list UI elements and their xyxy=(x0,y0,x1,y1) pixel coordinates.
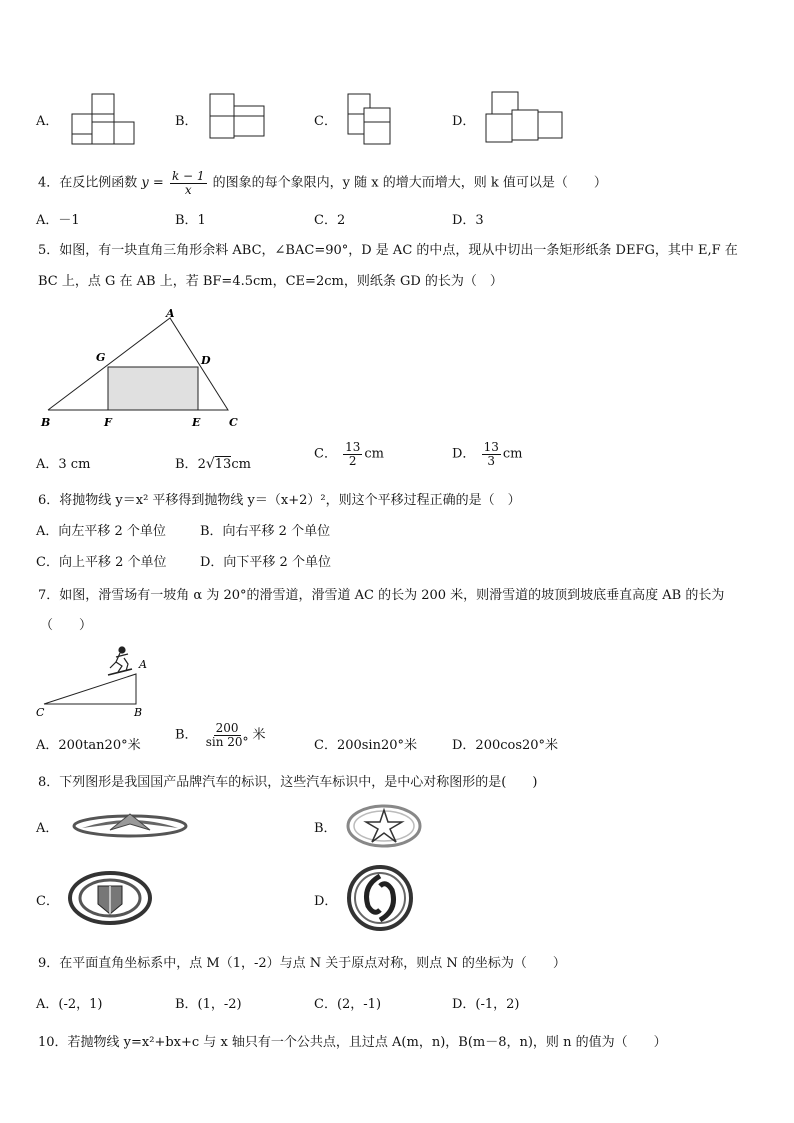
q3-figure-d xyxy=(484,90,566,148)
q7-option-b[interactable] xyxy=(175,722,266,748)
label-b: B xyxy=(41,416,51,429)
q8-option-d[interactable]: D． xyxy=(314,894,338,909)
q4-stem xyxy=(38,170,607,196)
q5-option-c-num: 13 xyxy=(345,440,361,454)
label-a: A xyxy=(166,307,175,320)
q5-option-c[interactable] xyxy=(314,441,384,467)
q8-option-c[interactable]: C． xyxy=(36,894,59,909)
q6-option-d[interactable]: D．向下平移 2 个单位 xyxy=(200,555,331,570)
label-c: C xyxy=(229,416,238,429)
q8-option-b[interactable]: B． xyxy=(314,821,337,836)
q4-fraction xyxy=(170,170,207,196)
q7-option-b-num: 200 xyxy=(215,721,239,735)
q5-triangle-figure xyxy=(38,306,248,432)
q5-stem-line1: 5．如图，有一块直角三角形余料 ABC，∠BAC=90°，D 是 AC 的中点，现从中切出一条矩形纸条 DEFG，其中 E,F 在 xyxy=(38,243,738,258)
logo-d-icon xyxy=(344,864,416,932)
q5-option-c-unit: cm xyxy=(364,446,384,462)
q3-option-a[interactable]: A． xyxy=(36,114,59,129)
label-b: B xyxy=(134,706,143,719)
q6-option-b[interactable]: B．向右平移 2 个单位 xyxy=(200,524,331,539)
q5-option-d-unit: cm xyxy=(502,446,523,462)
q5-option-c-fraction xyxy=(343,441,362,467)
q7-option-d[interactable]: D．200cos20°米 xyxy=(452,738,559,753)
q6-stem: 6．将抛物线 y＝x² 平移得到抛物线 y＝（x+2）²，则这个平移过程正确的是（ ） xyxy=(38,493,521,508)
q5-option-b-label: B． xyxy=(175,457,198,472)
q7-option-b-den: sin 20° xyxy=(205,734,249,749)
q6-option-c[interactable]: C．向上平移 2 个单位 xyxy=(36,555,167,570)
q3-figure-c xyxy=(346,92,398,148)
q8-stem: 8．下列图形是我国国产品牌汽车的标识，这些汽车标识中，是中心对称图形的是( ) xyxy=(38,775,538,790)
q4-option-d[interactable]: D．3 xyxy=(452,213,484,228)
q5-option-d-den: 3 xyxy=(487,453,496,468)
q5-option-b[interactable] xyxy=(175,453,251,472)
q9-stem: 9．在平面直角坐标系中，点 M（1，-2）与点 N 关于原点对称，则点 N 的坐标为（ ） xyxy=(38,956,566,971)
q5-option-d-label: D． xyxy=(452,446,476,462)
q5-option-a-label: A． xyxy=(36,457,59,472)
q9-option-d[interactable]: D．(-1，2) xyxy=(452,997,520,1012)
q5-option-b-unit: cm xyxy=(231,457,251,472)
q5-option-c-den: 2 xyxy=(348,453,357,468)
q4-frac-num: k − 1 xyxy=(171,169,205,183)
q6-option-a[interactable]: A．向左平移 2 个单位 xyxy=(36,524,166,539)
q3-option-d[interactable]: D． xyxy=(452,114,476,129)
q5-option-a[interactable] xyxy=(36,453,90,472)
q5-option-d[interactable] xyxy=(452,441,522,467)
slope-triangle xyxy=(44,674,136,704)
q7-option-b-label: B． xyxy=(175,727,198,743)
q4-option-a[interactable]: A．－1 xyxy=(36,213,80,228)
label-e: E xyxy=(192,416,201,429)
q9-option-a[interactable]: A．(-2，1) xyxy=(36,997,103,1012)
q5-option-a-text: 3 cm xyxy=(58,457,91,472)
label-g: G xyxy=(96,351,106,364)
q3-figure-b xyxy=(208,92,270,148)
skier-icon xyxy=(108,647,132,675)
rectangle-defg xyxy=(108,367,198,410)
q7-option-a[interactable]: A．200tan20°米 xyxy=(36,738,141,753)
q5-option-b-coef: 2 xyxy=(197,457,206,472)
logo-b-icon xyxy=(344,802,424,850)
q5-stem-line2: BC 上，点 G 在 AB 上，若 BF=4.5cm，CE=2cm，则纸条 GD 的长为（ ） xyxy=(38,274,503,289)
q3-option-b[interactable]: B． xyxy=(175,114,198,129)
q4-suffix: 的图象的每个象限内，y 随 x 的增大而增大，则 k 值可以是（ ） xyxy=(212,175,607,191)
q7-stem-line2: （ ） xyxy=(40,618,93,633)
q3-option-c[interactable]: C． xyxy=(314,114,337,129)
q4-option-b[interactable]: B．1 xyxy=(175,213,206,228)
q4-frac-den: x xyxy=(184,182,192,197)
q10-stem: 10．若抛物线 y=x²+bx+c 与 x 轴只有一个公共点，且过点 A(m，n)，B(m－8，n)，则 n 的值为（ ） xyxy=(38,1035,667,1050)
q4-func-y: y = xyxy=(141,175,164,191)
q7-option-b-unit: 米 xyxy=(252,727,266,743)
q5-option-c-label: C． xyxy=(314,446,337,462)
q7-stem-line1: 7．如图，滑雪场有一坡角 α 为 20°的滑雪道，滑雪道 AC 的长为 200 米，则滑雪道的坡顶到坡底垂直高度 AB 的长为 xyxy=(38,588,725,603)
q5-option-b-radicand: 13 xyxy=(214,457,232,472)
q9-option-c[interactable]: C．(2，-1) xyxy=(314,997,382,1012)
q4-prefix: 4．在反比例函数 xyxy=(38,175,138,191)
label-c: C xyxy=(36,706,45,719)
logo-c-icon xyxy=(66,870,154,926)
q9-option-b[interactable]: B．(1，-2) xyxy=(175,997,242,1012)
sqrt-icon: √ xyxy=(205,456,215,472)
q5-option-d-fraction xyxy=(482,441,501,467)
q8-option-a[interactable]: A． xyxy=(36,821,59,836)
label-a: A xyxy=(139,658,147,671)
q7-option-c[interactable]: C．200sin20°米 xyxy=(314,738,418,753)
q3-figure-a xyxy=(70,92,136,148)
label-d: D xyxy=(201,354,211,367)
logo-a-icon xyxy=(70,808,190,844)
q5-option-d-num: 13 xyxy=(483,440,499,454)
q7-option-b-fraction xyxy=(204,722,251,748)
q4-option-c[interactable]: C．2 xyxy=(314,213,346,228)
q7-slope-figure xyxy=(36,642,156,720)
label-f: F xyxy=(104,416,112,429)
